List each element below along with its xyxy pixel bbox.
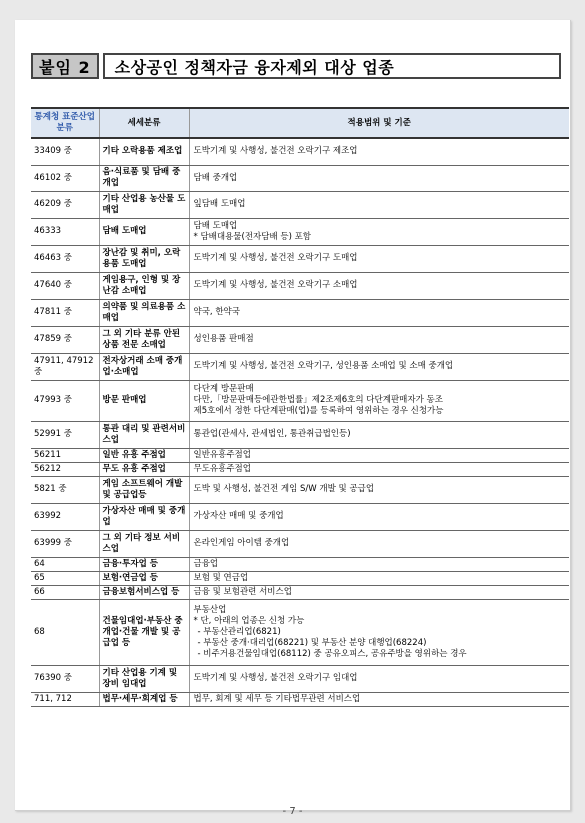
column-header-code: 통계청 표준산업분류 [31,108,99,138]
table-row [31,326,569,353]
scope-cell [189,299,569,326]
scope-cell [189,665,569,692]
scope-cell [189,503,569,530]
scope-line: 성인용품 판매점 [193,334,254,344]
industry-code: 46333 [31,218,99,245]
scope-line: 도박기계 및 사행성, 불건전 오락기구 소매업 [193,280,358,290]
scope-line: 담배 도매업 [193,220,238,231]
table-row [31,599,569,665]
page-number: - 7 - [282,806,303,817]
table-header-row [31,108,569,138]
scope-line: 온라인게임 아이템 중개업 [193,538,290,548]
table-row [31,476,569,503]
table-body [31,138,569,706]
scope-cell [189,585,569,599]
scope-cell [189,421,569,448]
table-row [31,448,569,462]
industry-code: 47640 중 [31,272,99,299]
scope-line: 도박 및 사행성, 불건전 게임 S/W 개발 및 공급업 [193,484,375,494]
scope-line: 잎담배 도매업 [193,199,246,209]
industry-code: 56212 [31,462,99,476]
industry-code: 68 [31,599,99,665]
scope-line: 통관업(관세사, 관세법인, 통관취급법인등) [193,429,351,439]
industry-category: 법무·세무·회계업 등 [99,692,189,706]
industry-category: 기타 산업용 농산물 도매업 [99,191,189,218]
industry-code: 47859 중 [31,326,99,353]
industry-category: 건물임대업·부동산 중개업·건물 개발 및 공급업 등 [99,599,189,665]
industry-category: 방문 판매업 [99,380,189,421]
scope-cell [189,353,569,380]
scope-line: 가상자산 매매 및 중개업 [193,511,284,521]
page-title: 소상공인 정책자금 융자제외 대상 업종 [103,53,561,79]
scope-line: * 담배대용물(전자담배 등) 포함 [193,231,312,242]
scope-cell [189,692,569,706]
scope-cell [189,326,569,353]
scope-line: 보험 및 연금업 [193,572,249,583]
scope-line: 법무, 회계 및 세무 등 기타법무관련 서비스업 [193,693,361,704]
industry-category: 무도 유흥 주점업 [99,462,189,476]
excluded-industries-table [31,107,569,707]
industry-category: 장난감 및 취미, 오락용품 도매업 [99,245,189,272]
industry-code: 47993 중 [31,380,99,421]
industry-category: 금융보험서비스업 등 [99,585,189,599]
industry-code: 64 [31,557,99,571]
table-row [31,299,569,326]
industry-category: 통관 대리 및 관련서비스업 [99,421,189,448]
document-page [15,20,571,817]
industry-category: 게임용구, 인형 및 장난감 소매업 [99,272,189,299]
scope-cell [189,571,569,585]
industry-code: 66 [31,585,99,599]
industry-category: 금융·투자업 등 [99,557,189,571]
industry-category: 의약품 및 의료용품 소매업 [99,299,189,326]
scope-cell [189,380,569,421]
scope-line: - 부동산 중개·대리업(68221) 및 부동산 분양 대행업(68224) [197,637,427,648]
industry-code: 46463 중 [31,245,99,272]
table-row [31,191,569,218]
scope-cell [189,599,569,665]
scope-line: 무도유흥주점업 [193,463,251,474]
industry-category: 보험·연금업 등 [99,571,189,585]
industry-category: 일반 유흥 주점업 [99,448,189,462]
industry-code: 46209 중 [31,191,99,218]
scope-line: 부동산업 [193,604,227,615]
industry-code: 46102 중 [31,165,99,191]
table-row [31,218,569,245]
table-row [31,380,569,421]
table-row [31,245,569,272]
scope-line: 제5호에서 정한 다단계판매(업)를 등록하여 영위하는 경우 신청가능 [193,406,444,416]
industry-category: 음·식료품 및 담배 중개업 [99,165,189,191]
scope-line: 도박기계 및 사행성, 불건전 오락기구 도매업 [193,253,358,263]
table-row [31,503,569,530]
scope-cell [189,245,569,272]
industry-category: 담배 도매업 [99,218,189,245]
industry-code: 5821 중 [31,476,99,503]
scope-line: 담배 중개업 [193,172,238,183]
industry-category: 그 외 기타 정보 서비스업 [99,530,189,557]
industry-code: 56211 [31,448,99,462]
table-row [31,138,569,165]
scope-line: 금융 및 보험관련 서비스업 [193,586,292,597]
industry-code: 47811 중 [31,299,99,326]
scope-cell [189,462,569,476]
industry-code: 65 [31,571,99,585]
scope-cell [189,476,569,503]
scope-line: 일반유흥주점업 [193,449,251,460]
industry-code: 711, 712 [31,692,99,706]
scope-line: 다단계 방문판매 [193,384,254,394]
attachment-tag: 붙임 2 [31,53,99,79]
title-row [31,53,561,79]
table-row [31,585,569,599]
table-row [31,692,569,706]
scope-line: 도박기계 및 사행성, 불건전 오락기구 임대업 [193,673,358,683]
scope-cell [189,272,569,299]
column-header-category: 세세분류 [99,108,189,138]
industry-category: 가상자산 매매 및 중개업 [99,503,189,530]
scope-cell [189,557,569,571]
scope-line: 도박기계 및 사행성, 불건전 오락기구, 성인용품 소매업 및 소매 중개업 [193,361,454,371]
table-row [31,557,569,571]
industry-code: 33409 중 [31,138,99,165]
scope-cell [189,138,569,165]
table-row [31,462,569,476]
industry-category: 기타 오락용품 제조업 [99,138,189,165]
industry-code: 63992 [31,503,99,530]
table-row [31,530,569,557]
industry-code: 52991 중 [31,421,99,448]
scope-line: - 비주거용건물임대업(68112) 중 공유오피스, 공유주방을 영위하는 경우 [197,648,467,659]
industry-code: 47911, 47912 중 [31,353,99,380]
table-row [31,353,569,380]
scope-cell [189,191,569,218]
scope-cell [189,530,569,557]
industry-category: 전자상거래 소매 중개업·소매업 [99,353,189,380]
scope-line: - 부동산관리업(6821) [197,626,281,637]
scope-line: 다만,「방문판매등에관한법률」제2조제6호의 다단계판매자가 동조 [193,395,443,405]
scope-line: 금융업 [193,558,219,569]
table-row [31,421,569,448]
scope-line: 약국, 한약국 [193,307,240,317]
scope-line: 도박기계 및 사행성, 불건전 오락기구 제조업 [193,146,358,157]
scope-line: * 단, 아래의 업종은 신청 가능 [193,615,305,626]
industry-category: 기타 산업용 기계 및 장비 임대업 [99,665,189,692]
table-row [31,665,569,692]
industry-category: 게임 소프트웨어 개발 및 공급업등 [99,476,189,503]
scope-cell [189,165,569,191]
table-row [31,571,569,585]
industry-code: 76390 중 [31,665,99,692]
scope-cell [189,448,569,462]
industry-code: 63999 중 [31,530,99,557]
table-row [31,165,569,191]
column-header-scope: 적용범위 및 기준 [189,108,569,138]
scope-cell [189,218,569,245]
table-row [31,272,569,299]
industry-category: 그 외 기타 분류 안된 상품 전문 소매업 [99,326,189,353]
